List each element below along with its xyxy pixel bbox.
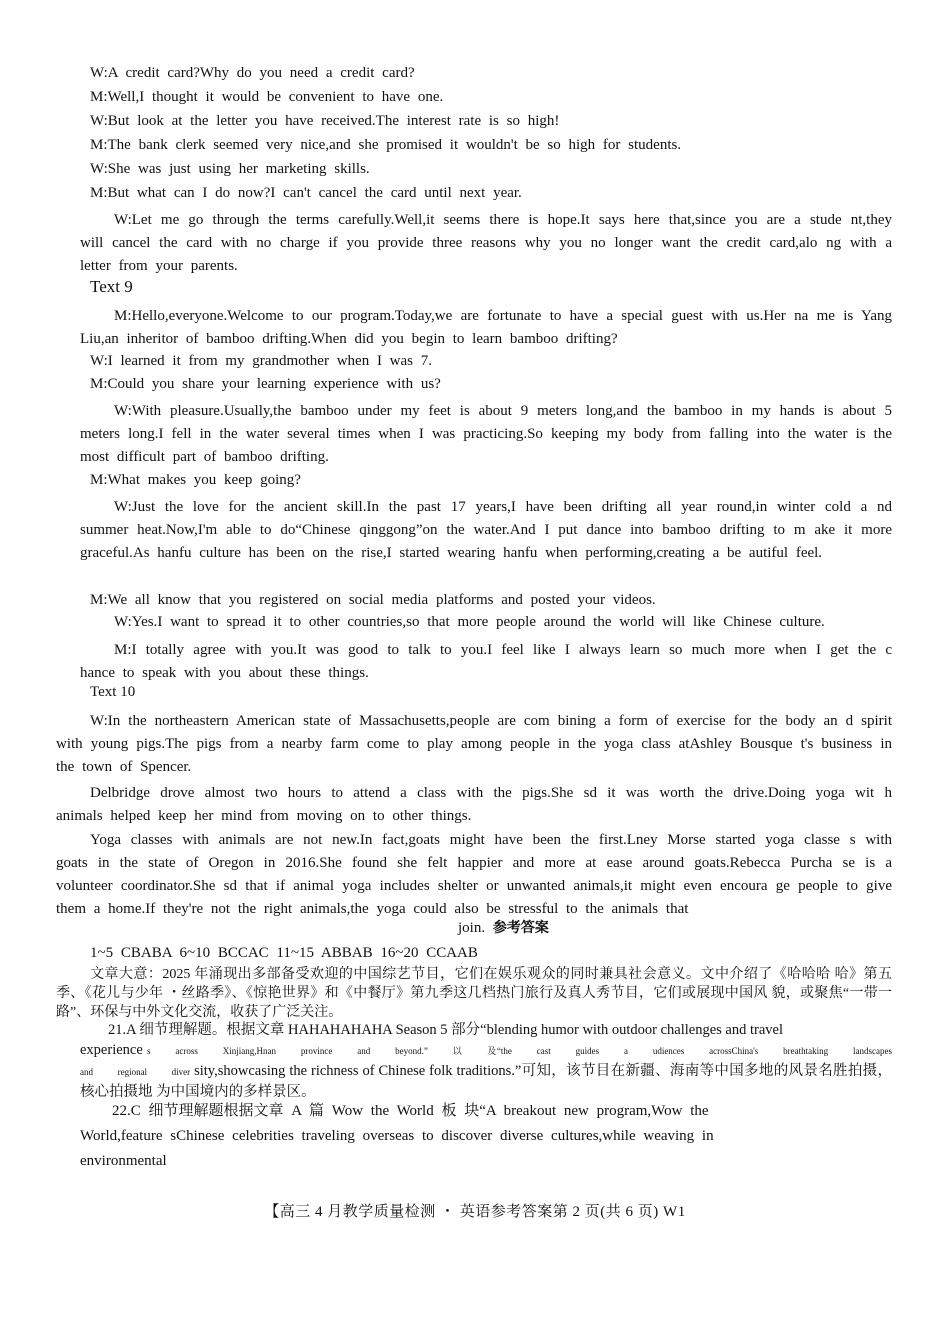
dialogue-paragraph: W:Let me go through the terms carefully.Well,it seems there is hope.It says here that,since you are a stude nt,they will cancel the card with no charge if you provide three reasons why you no longer want the credit card,alo ng with a letter from your parents. — [80, 212, 892, 274]
dialogue-paragraph: W:With pleasure.Usually,the bamboo under my feet is about 9 meters long,and the bamboo in my hands is about 5 meters long.I fell in the water several times when I was practicing.So keeping my body from falling into the water is the most difficult part of bamboo drifting. — [80, 403, 892, 465]
passage-end-word: join. — [458, 920, 486, 936]
dialogue-line: M:The bank clerk seemed very nice,and she promised it wouldn't be so high for students. — [90, 137, 682, 153]
dialogue-paragraph: M:Hello,everyone.Welcome to our program.Today,we are fortunate to have a special guest with us.Her na me is Yang Liu,an inheritor of bamboo drifting.When did you begin to learn bamboo drifting? — [80, 308, 892, 347]
dialogue-line: M:But what can I do now?I can't cancel the card until next year. — [90, 185, 522, 201]
dialogue-line: M:What makes you keep going? — [90, 472, 301, 488]
question-22-line: World,feature sChinese celebrities traveling overseas to discover diverse cultures,while weaving in — [80, 1128, 714, 1144]
dialogue-paragraph: M:I totally agree with you.It was good to talk to you.I feel like I always learn so much more when I get the c hance to speak with you about these things. — [80, 642, 892, 681]
dialogue-line: W:Yes.I want to spread it to other countries,so that more people around the world will like Chinese culture. — [114, 614, 825, 630]
question-21-term: experience — [80, 1042, 143, 1058]
text-9-heading: Text 9 — [90, 277, 133, 296]
dialogue-line: W:A credit card?Why do you need a credit card? — [90, 65, 415, 81]
dialogue-paragraph: W:Just the love for the ancient skill.In the past 17 years,I have been drifting all year round,in winter cold a nd summer heat.Now,I'm able to do“Chinese qinggong”on the water.And I put dance into bamboo drifting to m ake it more graceful.As hanfu culture has been on the rise,I started wearing hanfu when performing,creating a be autiful feel. — [80, 499, 892, 561]
question-21-conclusion: sity,showcasing the richness of Chinese folk traditions.”可知，该节目在新疆、海南等中国多地的风景名胜拍摄，核心拍摄地 为中国境内的多样景区。 — [80, 1063, 893, 1100]
question-22-line: 22.C 细节理解题根据文章 A 篇 Wow the World 板 块“A breakout new program,Wow the — [112, 1103, 709, 1119]
page-footer: 【高三 4 月教学质量检测 ・ 英语参考答案第 2 页(共 6 页) W1 — [264, 1204, 686, 1220]
question-21-explanation — [80, 1020, 892, 1102]
question-22-line: environmental — [80, 1153, 167, 1169]
passage-paragraph: W:In the northeastern American state of Massachusetts,people are com bining a form of exercise for the body an d spirit with young pigs.The pigs from a nearby farm come to play among people in the yoga class atAshley Bousque t's business in the town of Spencer. — [56, 713, 892, 775]
dialogue-line: M:Could you share your learning experience with us? — [90, 376, 441, 392]
answers-title: 参考答案 — [492, 920, 549, 936]
article-summary: 文章大意：2025 年涌现出多部备受欢迎的中国综艺节目，它们在娱乐观众的同时兼具社会意义。文中介绍了《哈哈哈 哈》第五季、《花儿与少年 ・丝路季》、《惊艳世界》和《中餐厅》第九季这几档热门旅行及真人秀节目，它们或展现中国风 貌，或聚焦“一带一路”、环保与中外文化交流，收获了广泛关注。 — [56, 967, 892, 1020]
passage-paragraph: Delbridge drove almost two hours to attend a class with the pigs.She sd it was worth the drive.Doing yoga wit h animals helped keep her mind from moving on to other things. — [56, 785, 892, 824]
dialogue-line: M:We all know that you registered on social media platforms and posted your videos. — [90, 592, 656, 608]
dialogue-line: W:But look at the letter you have received.The interest rate is so high! — [90, 113, 560, 129]
passage-end — [458, 919, 578, 937]
text-10-heading: Text 10 — [90, 684, 136, 700]
question-21-lead: 21.A 细节理解题。根据文章 HAHAHAHAHA Season 5 部分“blending humor with outdoor challenges and travel — [108, 1022, 783, 1038]
dialogue-line: W:I learned it from my grandmother when I was 7. — [90, 353, 433, 369]
passage-paragraph: Yoga classes with animals are not new.In fact,goats might have been the first.Lney Morse started yoga classe s with goats in the state of Oregon in 2016.She found she felt happier and more at ease around goats.Rebecca Purcha se is a volunteer coordinator.She sd that if animal yoga includes shelter or unwanted animals,it might even encoura ge people to give them a home.If they're not the right animals,the yoga could also be stressful to the animals that — [56, 832, 892, 917]
dialogue-line: M:Well,I thought it would be convenient to have one. — [90, 89, 444, 105]
question-21-quote: s across Xinjiang,Hnan province and beyond.” 以 及“the cast guides a udiences acrossChina's breathtaking landscapes and regional diver — [80, 1046, 892, 1077]
dialogue-line: W:She was just using her marketing skills. — [90, 161, 370, 177]
answer-key: 1~5 CBABA 6~10 BCCAC 11~15 ABBAB 16~20 CCAAB — [90, 945, 478, 961]
